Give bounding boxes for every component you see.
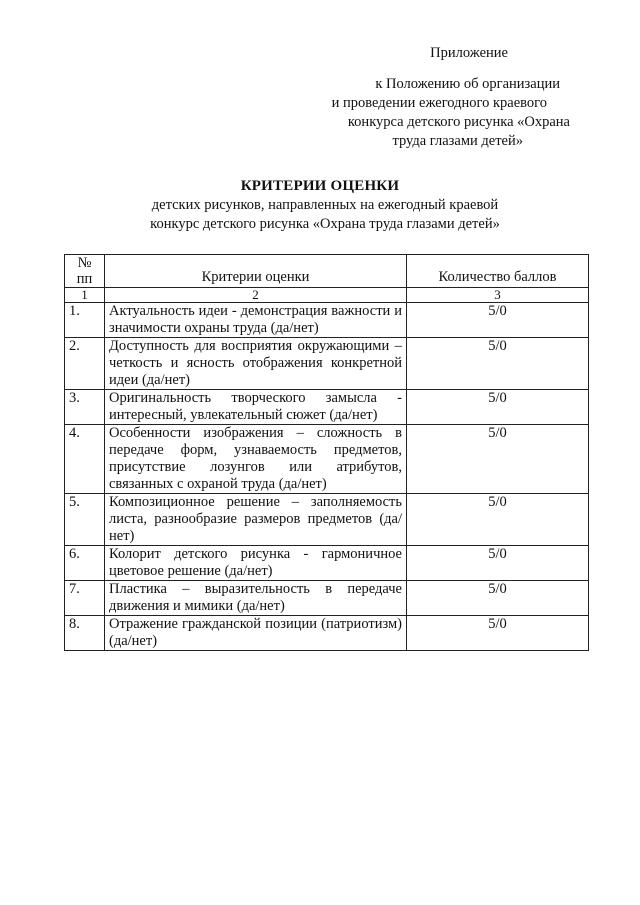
header-criteria: Критерии оценки <box>105 255 407 288</box>
row-points: 5/0 <box>407 303 589 338</box>
criteria-table <box>64 254 589 651</box>
appendix-line: и проведении ежегодного краевого <box>331 95 547 111</box>
row-points: 5/0 <box>407 338 589 390</box>
row-number: 3. <box>65 390 105 425</box>
row-criterion: Актуальность идеи - демонстрация важности и значимости охраны труда (да/нет) <box>105 303 407 338</box>
appendix-line: труда глазами детей» <box>392 133 523 149</box>
appendix-line: к Положению об организации <box>375 76 560 92</box>
row-points: 5/0 <box>407 546 589 581</box>
subtitle-line: детских рисунков, направленных на ежегодный краевой <box>151 197 499 213</box>
subtitle-line: конкурс детского рисунка «Охрана труда глазами детей» <box>150 216 500 232</box>
table-row <box>65 303 589 338</box>
column-number: 1 <box>65 288 105 303</box>
table-row <box>65 546 589 581</box>
row-criterion: Отражение гражданской позиции (патриотизм) (да/нет) <box>105 616 407 651</box>
column-number: 3 <box>407 288 589 303</box>
column-number: 2 <box>105 288 407 303</box>
appendix-line: конкурса детского рисунка «Охрана <box>347 114 570 130</box>
column-number-row <box>65 288 589 303</box>
header-number-abbr: пп <box>76 271 93 287</box>
table-header-row <box>65 255 589 288</box>
document-subtitle <box>0 196 640 234</box>
table-row <box>65 494 589 546</box>
row-criterion: Колорит детского рисунка - гармоничное цветовое решение (да/нет) <box>105 546 407 581</box>
row-criterion: Оригинальность творческого замысла - интересный, увлекательный сюжет (да/нет) <box>105 390 407 425</box>
row-number: 1. <box>65 303 105 338</box>
table-row <box>65 390 589 425</box>
table-row <box>65 616 589 651</box>
row-number: 7. <box>65 581 105 616</box>
document-title: КРИТЕРИИ ОЦЕНКИ <box>240 178 400 194</box>
row-points: 5/0 <box>407 390 589 425</box>
table-row <box>65 338 589 390</box>
row-points: 5/0 <box>407 616 589 651</box>
row-number: 4. <box>65 425 105 494</box>
appendix-heading: Приложение <box>430 45 508 61</box>
row-points: 5/0 <box>407 425 589 494</box>
header-points: Количество баллов <box>407 255 589 288</box>
row-criterion: Композиционное решение – заполняемость листа, разнообразие размеров предметов (да/нет) <box>105 494 407 546</box>
row-points: 5/0 <box>407 494 589 546</box>
header-number <box>65 255 105 288</box>
row-number: 5. <box>65 494 105 546</box>
row-criterion: Пластика – выразительность в передаче движения и мимики (да/нет) <box>105 581 407 616</box>
table-row <box>65 581 589 616</box>
row-number: 2. <box>65 338 105 390</box>
row-points: 5/0 <box>407 581 589 616</box>
row-number: 6. <box>65 546 105 581</box>
table-row <box>65 425 589 494</box>
row-number: 8. <box>65 616 105 651</box>
header-number-symbol: № <box>77 255 92 271</box>
row-criterion: Особенности изображения – сложность в передаче форм, узнаваемость предметов, присутствие лозунгов или атрибутов, связанных с охраной труда (да/нет) <box>105 425 407 494</box>
row-criterion: Доступность для восприятия окружающими – четкость и ясность отображения конкретной идеи (да/нет) <box>105 338 407 390</box>
appendix-block <box>330 44 590 151</box>
